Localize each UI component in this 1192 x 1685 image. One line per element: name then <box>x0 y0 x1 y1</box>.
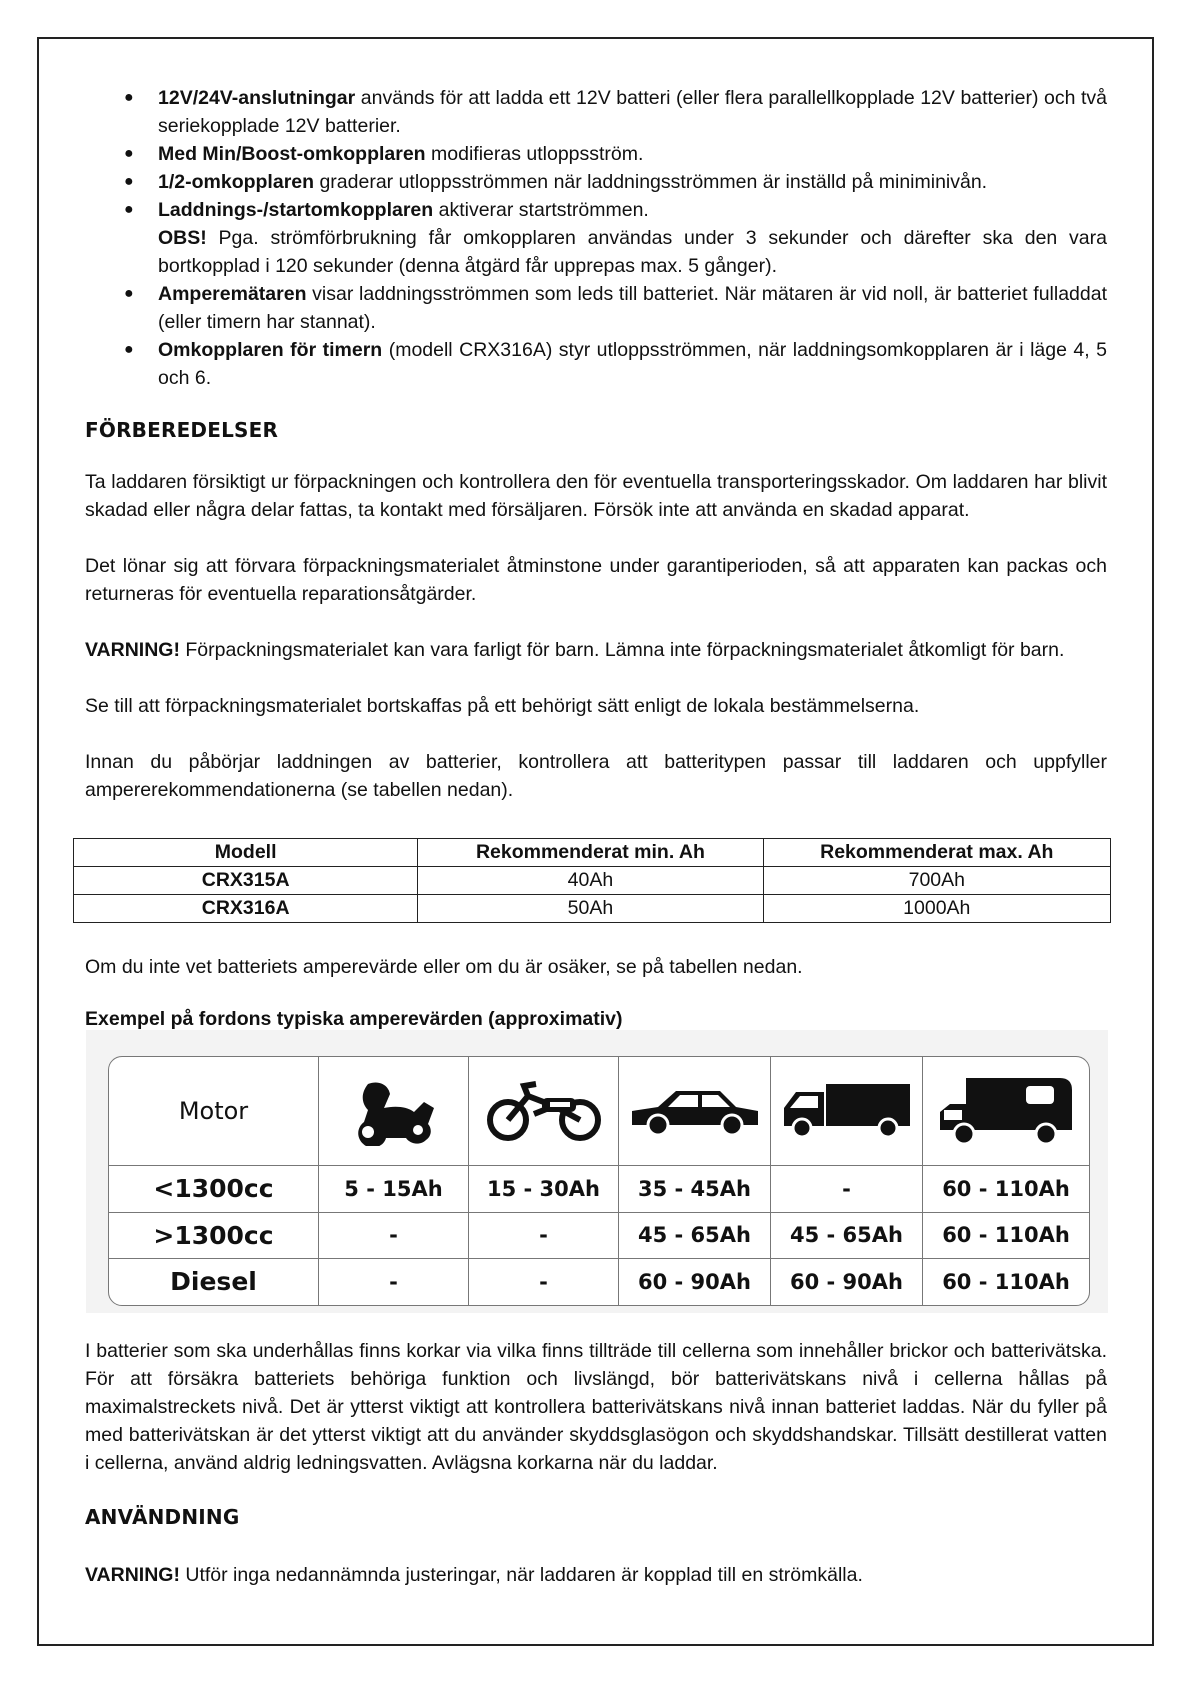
warning-paragraph: VARNING! Förpackningsmaterialet kan vara farligt för barn. Lämna inte förpackningsmaterialet åtkomligt för barn. <box>85 639 1065 661</box>
vehicle-table-figure <box>86 1030 1108 1313</box>
paragraph: Om du inte vet batteriets amperevärde eller om du är osäker, se på tabellen nedan. <box>85 956 803 978</box>
section-heading-usage: ANVÄNDNING <box>85 1505 240 1529</box>
list-item: ● Omkopplaren för timern (modell CRX316A) styr utloppsströmmen, när laddningsomkopplaren är i läge 4, 5 och 6. <box>85 336 1107 392</box>
bullet-icon: ● <box>124 173 134 190</box>
feature-list <box>85 84 1107 392</box>
motorcycle-icon <box>469 1057 619 1165</box>
bullet-icon: ● <box>124 285 134 302</box>
list-item: ● Amperemätaren visar laddningsströmmen som leds till batteriet. När mätaren är vid noll, är batteriet fulladdat (eller timern har stannat). <box>85 280 1107 336</box>
table-row: CRX316A 50Ah 1000Ah <box>74 895 1111 923</box>
bullet-icon: ● <box>124 341 134 358</box>
vehicle-table <box>108 1056 1090 1306</box>
vehicle-header-row <box>109 1057 1089 1166</box>
table-header-row: Modell Rekommenderat min. Ah Rekommenderat max. Ah <box>74 839 1111 867</box>
example-heading: Exempel på fordons typiska amperevärden (approximativ) <box>85 1008 623 1030</box>
paragraph: Innan du påbörjar laddningen av batterier, kontrollera att batteritypen passar till laddaren och uppfyller ampererekommendationerna (se tabellen nedan). <box>85 751 1107 801</box>
list-item: ● 12V/24V-anslutningar används för att ladda ett 12V batteri (eller flera parallellkopplade 12V batterier) och två seriekopplade 12V batterier. <box>85 84 1107 140</box>
motor-header: Motor <box>109 1057 319 1165</box>
model-table <box>73 838 1111 923</box>
bullet-icon: ● <box>124 89 134 106</box>
page-content <box>85 84 1107 804</box>
list-item: ● Med Min/Boost-omkopplaren modifieras utloppsström. <box>85 140 1107 168</box>
paragraph: Ta laddaren försiktigt ur förpackningen och kontrollera den för eventuella transporteringsskador. Om laddaren har blivit skadad eller några delar fattas, ta kontakt med försäljaren. Försök inte att använda en skadad apparat. <box>85 471 1107 521</box>
warning-paragraph: VARNING! Utför inga nedannämnda justeringar, när laddaren är kopplad till en strömkälla. <box>85 1564 863 1586</box>
car-icon <box>619 1057 771 1165</box>
table-row: >1300cc - - 45 - 65Ah 45 - 65Ah 60 - 110Ah <box>109 1212 1089 1259</box>
paragraph: Det lönar sig att förvara förpackningsmaterialet åtminstone under garantiperioden, så att apparaten kan packas och returneras för eventuella reparationsåtgärder. <box>85 555 1107 605</box>
table-row: Diesel - - 60 - 90Ah 60 - 90Ah 60 - 110Ah <box>109 1258 1089 1305</box>
table-row: CRX315A 40Ah 700Ah <box>74 867 1111 895</box>
table-row: <1300cc 5 - 15Ah 15 - 30Ah 35 - 45Ah - 60 - 110Ah <box>109 1165 1089 1213</box>
maintenance-paragraph: I batterier som ska underhållas finns korkar via vilka finns tillträde till cellerna som innehåller brickor och batterivätska. För att försäkra batteriets behöriga funktion och livslängd, bör batterivätskans nivå i cellerna hållas på maximalstreckets nivå. Det är ytterst viktigt att kontrollera batterivätskans nivå innan batteriet laddas. När du fyller på med batterivätskan är det ytterst viktigt att du använder skyddsglasögon och skyddshandskar. Tillsätt destillerat vatten i cellerna, använd aldrig ledningsvatten. Avlägsna korkarna när du laddar. <box>85 1340 1107 1474</box>
truck-icon <box>923 1057 1089 1165</box>
section-heading-preparations: FÖRBEREDELSER <box>85 418 279 442</box>
list-item: ● 1/2-omkopplaren graderar utloppsströmmen när laddningsströmmen är inställd på miniminivån. <box>85 168 1107 196</box>
bullet-icon: ● <box>124 145 134 162</box>
van-icon <box>771 1057 923 1165</box>
paragraph: Se till att förpackningsmaterialet bortskaffas på ett behörigt sätt enligt de lokala bestämmelserna. <box>85 695 920 717</box>
list-item: ● Laddnings-/startomkopplaren aktiverar startströmmen. OBS! Pga. strömförbrukning får omkopplaren användas under 3 sekunder och därefter ska den vara bortkopplad i 120 sekunder (denna åtgärd får upprepas max. 5 gånger). <box>85 196 1107 280</box>
scooter-icon <box>319 1057 469 1165</box>
bullet-icon: ● <box>124 201 134 218</box>
